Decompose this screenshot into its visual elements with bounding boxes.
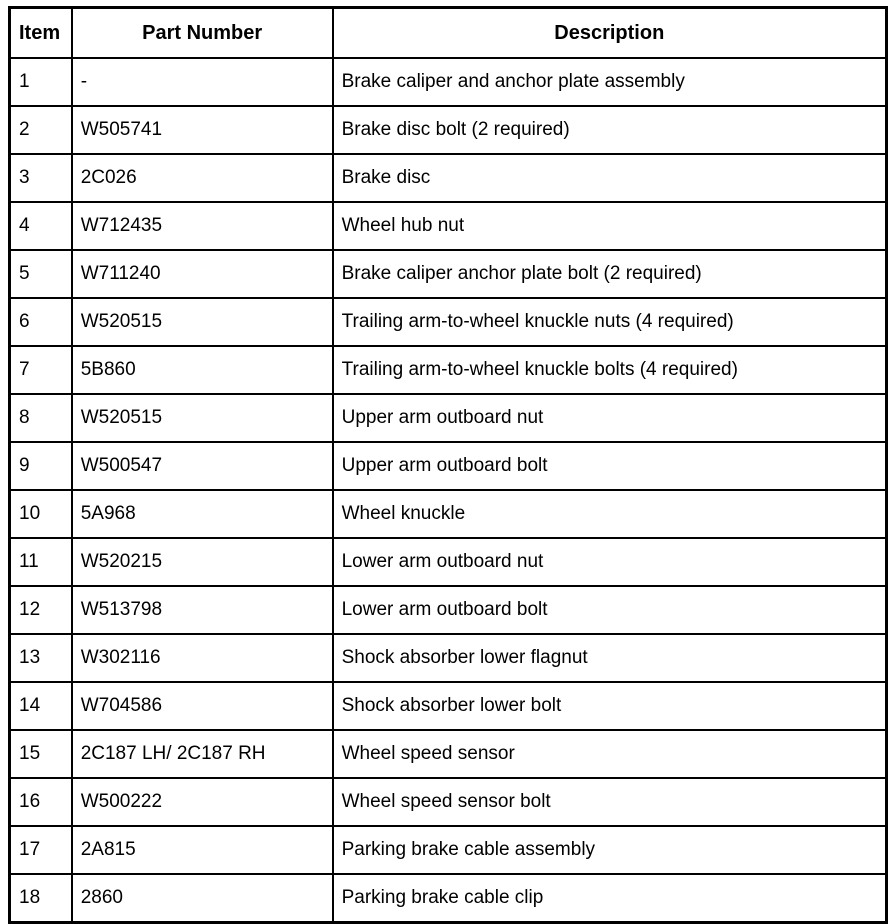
- table-row: [10, 442, 887, 490]
- cell-item: 7: [10, 346, 72, 394]
- cell-description: Shock absorber lower bolt: [333, 682, 887, 730]
- cell-part-number: 5A968: [72, 490, 333, 538]
- cell-description: Brake disc: [333, 154, 887, 202]
- table-row: [10, 490, 887, 538]
- cell-description: Parking brake cable assembly: [333, 826, 887, 874]
- cell-part-number: W520515: [72, 394, 333, 442]
- cell-description: Upper arm outboard nut: [333, 394, 887, 442]
- table-row: [10, 634, 887, 682]
- cell-description: Upper arm outboard bolt: [333, 442, 887, 490]
- cell-item: 13: [10, 634, 72, 682]
- table-row: [10, 778, 887, 826]
- table-row: [10, 154, 887, 202]
- table-row: [10, 58, 887, 106]
- cell-description: Parking brake cable clip: [333, 874, 887, 923]
- cell-part-number: W712435: [72, 202, 333, 250]
- cell-item: 4: [10, 202, 72, 250]
- table-header: [10, 8, 887, 59]
- cell-part-number: 2C187 LH/ 2C187 RH: [72, 730, 333, 778]
- cell-item: 10: [10, 490, 72, 538]
- table-row: [10, 298, 887, 346]
- cell-description: Wheel speed sensor: [333, 730, 887, 778]
- cell-description: Shock absorber lower flagnut: [333, 634, 887, 682]
- cell-item: 14: [10, 682, 72, 730]
- cell-part-number: W711240: [72, 250, 333, 298]
- cell-part-number: W500222: [72, 778, 333, 826]
- table-row: [10, 730, 887, 778]
- cell-part-number: W520215: [72, 538, 333, 586]
- cell-item: 8: [10, 394, 72, 442]
- table-header-row: [10, 8, 887, 59]
- column-header-part-number: Part Number: [72, 8, 333, 59]
- cell-item: 1: [10, 58, 72, 106]
- cell-description: Wheel hub nut: [333, 202, 887, 250]
- table-row: [10, 202, 887, 250]
- cell-part-number: W520515: [72, 298, 333, 346]
- cell-item: 2: [10, 106, 72, 154]
- cell-description: Trailing arm-to-wheel knuckle bolts (4 required): [333, 346, 887, 394]
- cell-item: 16: [10, 778, 72, 826]
- cell-part-number: 2A815: [72, 826, 333, 874]
- cell-description: Trailing arm-to-wheel knuckle nuts (4 required): [333, 298, 887, 346]
- cell-part-number: W513798: [72, 586, 333, 634]
- cell-item: 5: [10, 250, 72, 298]
- cell-item: 18: [10, 874, 72, 923]
- cell-item: 6: [10, 298, 72, 346]
- cell-description: Wheel knuckle: [333, 490, 887, 538]
- cell-item: 11: [10, 538, 72, 586]
- cell-description: Brake caliper and anchor plate assembly: [333, 58, 887, 106]
- table-row: [10, 682, 887, 730]
- cell-item: 17: [10, 826, 72, 874]
- table-row: [10, 250, 887, 298]
- cell-item: 15: [10, 730, 72, 778]
- column-header-description: Description: [333, 8, 887, 59]
- cell-item: 3: [10, 154, 72, 202]
- cell-description: Brake caliper anchor plate bolt (2 required): [333, 250, 887, 298]
- cell-part-number: W505741: [72, 106, 333, 154]
- cell-part-number: 2C026: [72, 154, 333, 202]
- table-body: [10, 58, 887, 923]
- cell-description: Lower arm outboard nut: [333, 538, 887, 586]
- table-row: [10, 874, 887, 923]
- cell-part-number: -: [72, 58, 333, 106]
- column-header-item: Item: [10, 8, 72, 59]
- cell-item: 12: [10, 586, 72, 634]
- cell-description: Wheel speed sensor bolt: [333, 778, 887, 826]
- cell-item: 9: [10, 442, 72, 490]
- cell-description: Brake disc bolt (2 required): [333, 106, 887, 154]
- table-row: [10, 586, 887, 634]
- cell-part-number: 2860: [72, 874, 333, 923]
- parts-table: [8, 6, 888, 924]
- table-row: [10, 346, 887, 394]
- table-row: [10, 826, 887, 874]
- cell-description: Lower arm outboard bolt: [333, 586, 887, 634]
- cell-part-number: W302116: [72, 634, 333, 682]
- cell-part-number: W704586: [72, 682, 333, 730]
- table-row: [10, 394, 887, 442]
- cell-part-number: W500547: [72, 442, 333, 490]
- cell-part-number: 5B860: [72, 346, 333, 394]
- table-row: [10, 538, 887, 586]
- table-row: [10, 106, 887, 154]
